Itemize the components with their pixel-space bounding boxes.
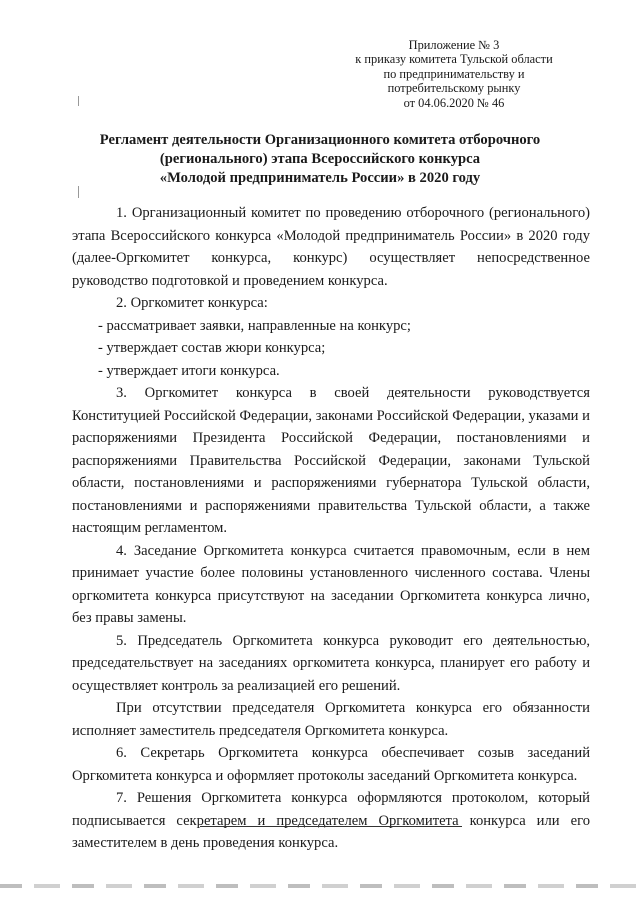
appendix-line: потребительскому рынку: [387, 81, 521, 96]
appendix-line: к приказу комитета Тульской области: [355, 52, 553, 67]
paragraph-6: 6. Секретарь Оргкомитета конкурса обеспечивает созыв заседаний Оргкомитета конкурса и оформляет протоколы заседаний Оргкомитета конкурса.: [72, 745, 590, 784]
scan-edge-artifact: [0, 884, 640, 888]
paragraph-1: 1. Организационный комитет по проведению отборочного (регионального) этапа Всероссийского конкурса «Молодой предприниматель России» в 2020 году (далее-Оргкомитет конкурса, конкурс) осуществляет непосредственное руководство подготовкой и проведением конкурса.: [72, 205, 590, 289]
appendix-line: по предпринимательству и: [383, 66, 525, 81]
paragraph-7: 7. Решения Оргкомитета конкурса оформляются протоколом, который подписывается секретарем и председателем Оргкомитета конкурса или его заместителем в день проведения конкурса.: [72, 790, 590, 851]
list-item: - утверждает итоги конкурса.: [98, 362, 280, 379]
appendix-line: от 04.06.2020 № 46: [403, 95, 505, 110]
document-body: [72, 202, 590, 855]
list-item: - рассматривает заявки, направленные на конкурс;: [98, 317, 411, 334]
paragraph-5: 5. Председатель Оргкомитета конкурса руководит его деятельностью, председательствует на заседаниях оргкомитета конкурса, планирует его работу и осуществляет контроль за реализацией его решений.: [72, 632, 590, 694]
title-line: «Молодой предприниматель России» в 2020 году: [159, 170, 481, 186]
appendix-line: Приложение № 3: [408, 38, 500, 52]
scan-margin-mark: [78, 186, 79, 198]
appendix-header: [334, 38, 574, 110]
paragraph-4: 4. Заседание Оргкомитета конкурса считается правомочным, если в нем принимает участие более половины установленного численного состава. Члены оргкомитета конкурса присутствуют на заседании Оргкомитета конкурса лично, без правы замены.: [72, 542, 590, 626]
paragraph-5-continued: При отсутствии председателя Оргкомитета конкурса его обязанности исполняет заместитель председателя Оргкомитета конкурса.: [72, 700, 590, 739]
scan-margin-mark: [78, 96, 79, 106]
list-item: - утверждает состав жюри конкурса;: [98, 340, 326, 356]
paragraph-3: 3. Оргкомитет конкурса в своей деятельности руководствуется Конституцией Российской Федерации, законами Российской Федерации, указами и распоряжениями Президента Российской Федерации, постановлениями и распоряжениями Правительства Российской Федерации, законами Тульской области, постановлениями и распоряжениями губернатора Тульской области, постановлениями и распоряжениями правительства Тульской области, а также настоящим регламентом.: [72, 385, 590, 536]
end-divider: [200, 826, 462, 827]
title-line: Регламент деятельности Организационного комитета отборочного: [99, 132, 541, 148]
paragraph-2: 2. Оргкомитет конкурса:: [116, 295, 268, 311]
title-line: (регионального) этапа Всероссийского конкурса: [159, 151, 481, 167]
document-title: [80, 131, 560, 188]
